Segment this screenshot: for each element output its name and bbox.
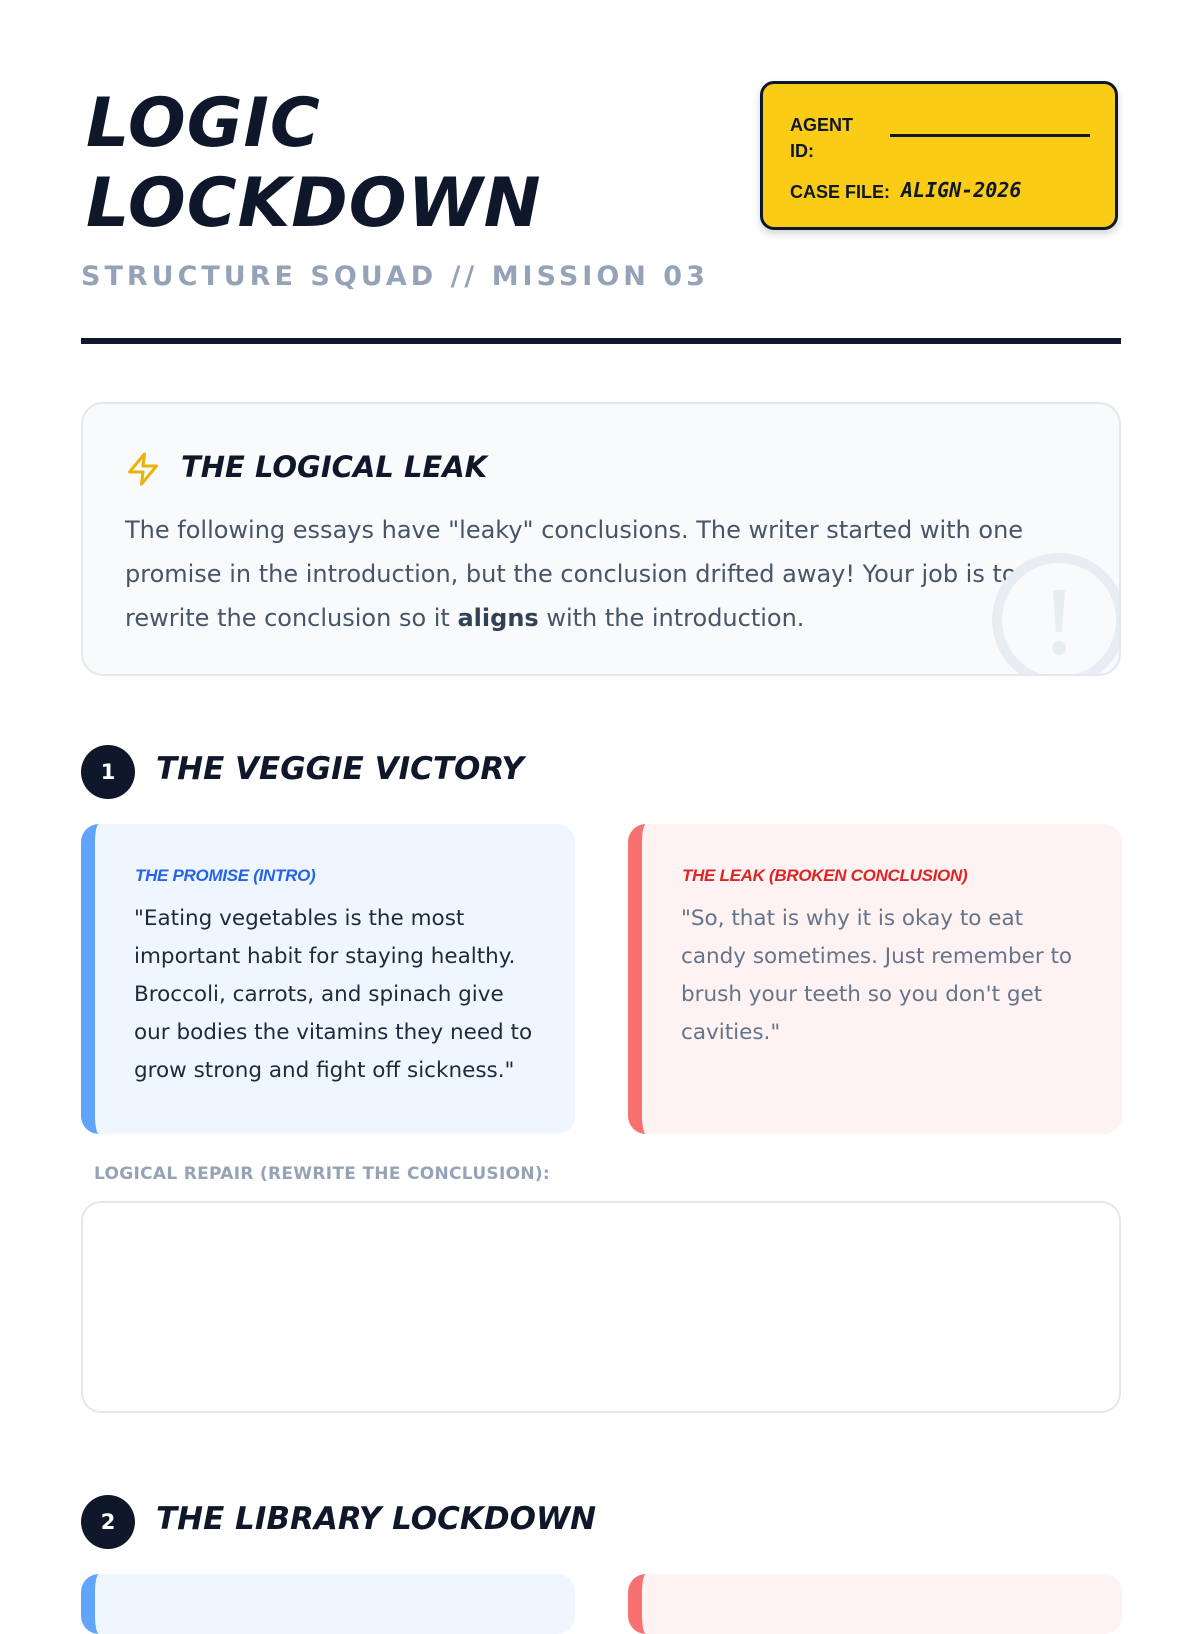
section-number-badge: 2 [81,1495,135,1549]
promise-card [81,824,575,1134]
page-title-line-1: LOGIC [86,84,321,163]
repair-label: LOGICAL REPAIR (REWRITE THE CONCLUSION): [94,1164,551,1184]
instructions-text [125,508,1065,640]
section-1-header [81,745,1121,799]
section-2-header [81,1495,1121,1549]
instructions-text-emphasis: aligns [457,604,539,632]
case-file-label: CASE FILE: [790,182,891,202]
instructions-text-end: with the introduction. [538,604,805,632]
leak-card [628,1574,1122,1634]
agent-id-label: AGENT ID: [790,115,853,161]
promise-text: "Eating vegetables is the most important habit for staying healthy. Broccoli, carrots, and spinach give our bodies the vitamins they need to grow strong and fight off sickness." [134,906,533,1083]
leak-label: THE LEAK (BROKEN CONCLUSION) [682,866,968,885]
case-file-value: ALIGN-2026 [901,178,1022,202]
instructions-title: THE LOGICAL LEAK [181,450,488,484]
page-subtitle: STRUCTURE SQUAD // MISSION 03 [81,261,709,292]
page-title [86,84,541,244]
repair-input[interactable] [81,1201,1121,1413]
leak-text: "So, that is why it is okay to eat candy sometimes. Just remember to brush your teeth so you don't get cavities." [681,906,1073,1045]
exclamation-circle-icon [989,550,1121,676]
section-title: THE VEGGIE VICTORY [156,751,524,787]
header-divider [81,338,1121,344]
instructions-box [81,402,1121,676]
leak-card [628,824,1122,1134]
agent-id-field[interactable] [890,134,1090,137]
lightning-bolt-icon [125,449,161,489]
page-title-line-2: LOCKDOWN [86,164,542,243]
section-number-badge: 1 [81,745,135,799]
section-title: THE LIBRARY LOCKDOWN [156,1501,597,1537]
promise-card [81,1574,575,1634]
instructions-text-start: The following essays have "leaky" conclusions. The writer started with one promise in the introduction, but the conclusion drifted away! Your job is to rewrite the conclusion so it [125,516,1024,632]
promise-label: THE PROMISE (INTRO) [135,866,316,885]
agent-card [760,81,1118,230]
